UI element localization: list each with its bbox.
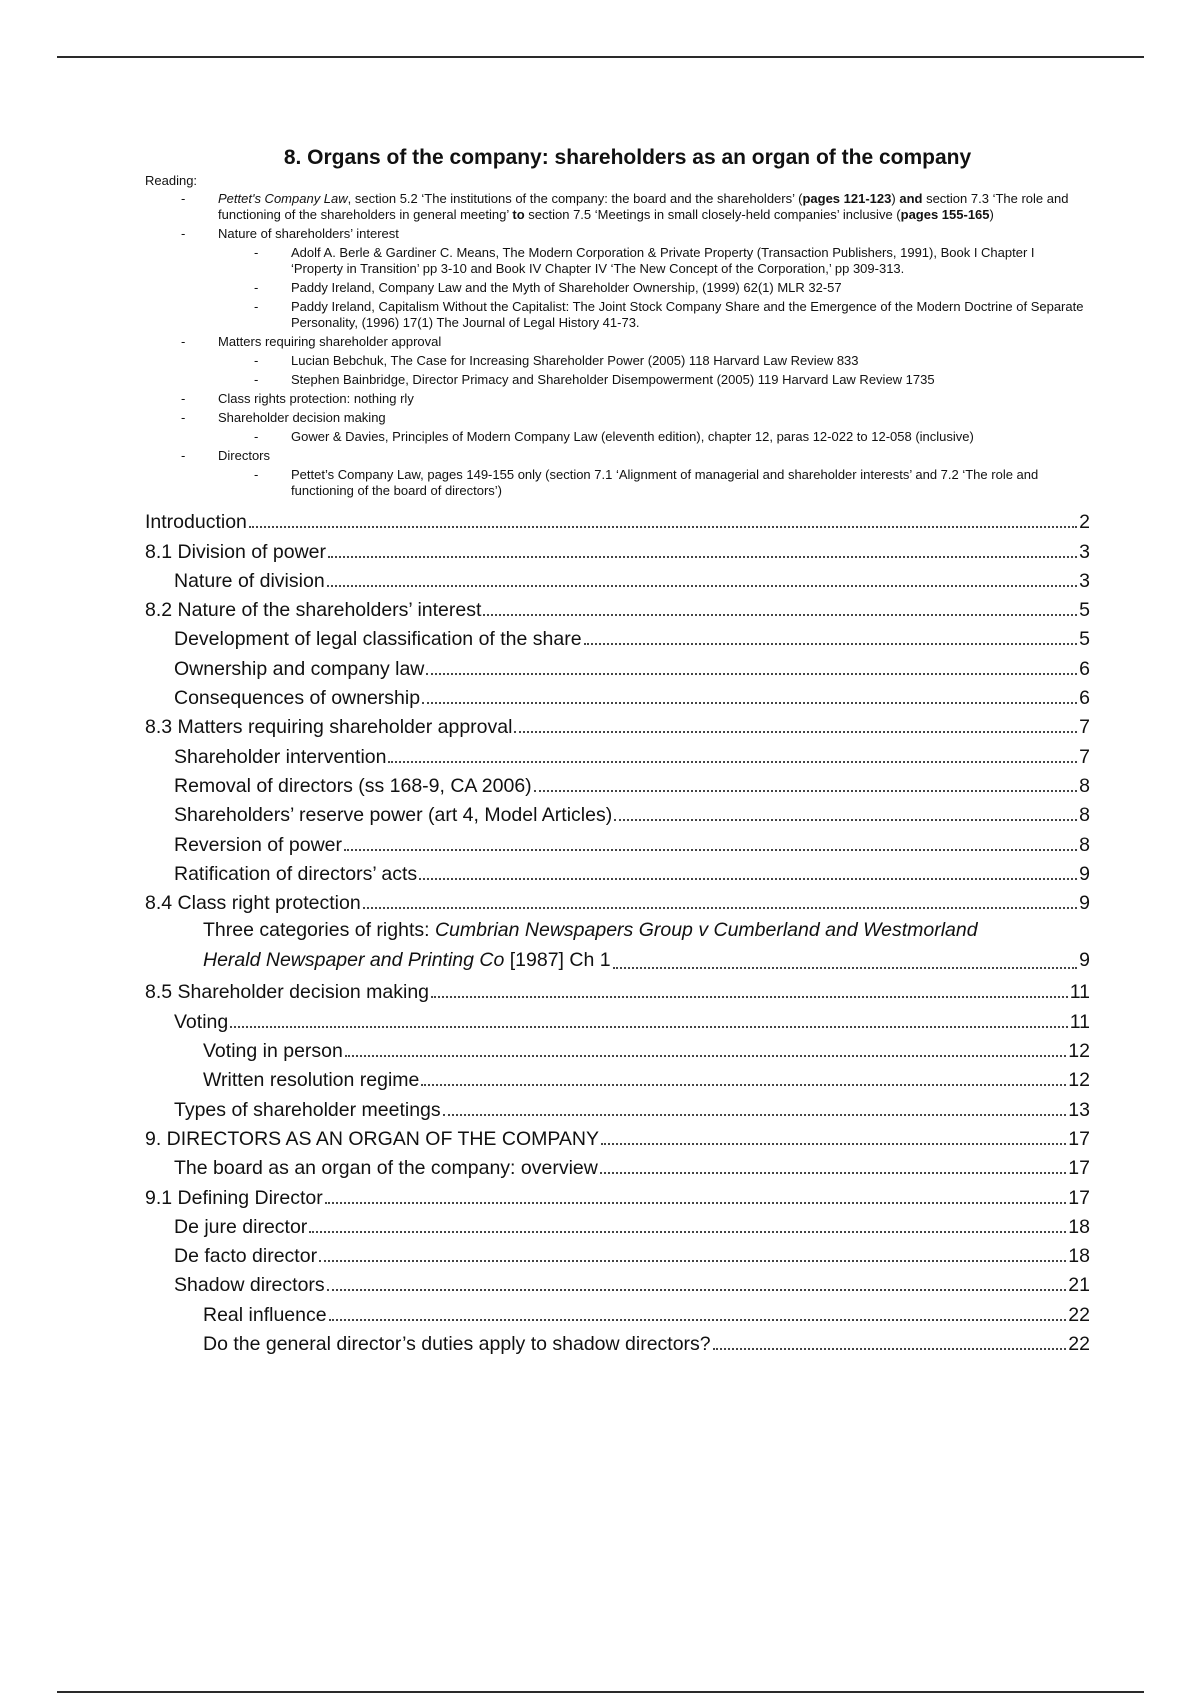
toc-entry[interactable]: Shadow directors 21 (174, 1274, 1090, 1297)
reading-subitem: - Pettet’s Company Law, pages 149-155 only (section 7.1 ‘Alignment of managerial and shareholder interests’ and 7.2 ‘The role and functioning of the board of directors’) (218, 467, 1090, 499)
reading-label: Reading: (145, 173, 198, 188)
toc-entry[interactable]: 9. DIRECTORS AS AN ORGAN OF THE COMPANY 17 (145, 1127, 1090, 1150)
document-page (145, 146, 1090, 1356)
toc-entry[interactable]: 8.3 Matters requiring shareholder approval 7 (145, 716, 1090, 739)
toc-entry[interactable]: Ratification of directors’ acts 9 (174, 862, 1090, 885)
page-title: 8. Organs of the company: shareholders as an organ of the company (283, 146, 972, 169)
reading-subitem: - Gower & Davies, Principles of Modern Company Law (eleventh edition), chapter 12, paras 12-022 to 12-058 (inclusive) (218, 429, 1090, 445)
toc-entry[interactable]: Reversion of power 8 (174, 833, 1090, 856)
toc-entry[interactable]: Development of legal classification of the share 5 (174, 628, 1090, 651)
table-of-contents (145, 505, 1090, 1356)
reading-subitem: - Adolf A. Berle & Gardiner C. Means, The Modern Corporation & Private Property (Transaction Publishers, 1991), Book I Chapter I ‘Property in Transition’ pp 3-10 and Book IV Chapter IV ‘The New Concept of the Corporation,’ pp 309-313. (218, 245, 1090, 277)
toc-entry[interactable]: 9.1 Defining Director 17 (145, 1186, 1090, 1209)
toc-entry[interactable]: The board as an organ of the company: overview 17 (174, 1157, 1090, 1180)
toc-entry[interactable]: Voting 11 (174, 1010, 1090, 1033)
reading-item-class-rights: - Class rights protection: nothing rly (145, 391, 1090, 407)
reading-item-pettet: - Pettet's Company Law, section 5.2 ‘The institutions of the company: the board and the shareholders’ (pages 121-123) and section 7.3 ‘The role and functioning of the shareholders in general meeting’ to section 7.5 ‘Meetings in small closely-held companies’ inclusive (pages 155-165) (145, 191, 1090, 223)
toc-entry[interactable]: 8.2 Nature of the shareholders’ interest 5 (145, 599, 1090, 622)
toc-entry[interactable]: Types of shareholder meetings 13 (174, 1098, 1090, 1121)
toc-entry[interactable]: Voting in person 12 (203, 1040, 1090, 1063)
toc-entry[interactable]: De jure director 18 (174, 1215, 1090, 1238)
toc-entry[interactable]: Three categories of rights: Cumbrian Newspapers Group v Cumberland and Westmorland Herald Newspaper and Printing Co [1987] Ch 1 9 (203, 919, 1090, 972)
reading-item-matters: - Matters requiring shareholder approval - Lucian Bebchuk, The Case for Increasing Shareholder Power (2005) 118 Harvard Law Review 833 - Stephen Bainbridge, Director Primacy and Shareholder Disempowerment (2005) 119 Harvard Law Review 1735 (145, 334, 1090, 388)
reading-item-nature: - Nature of shareholders’ interest - Adolf A. Berle & Gardiner C. Means, The Modern Corporation & Private Property (Transaction Publishers, 1991), Book I Chapter I ‘Property in Transition’ pp 3-10 and Book IV Chapter IV ‘The New Concept of the Corporation,’ pp 309-313. - Paddy Ireland, Company Law and the Myth of Shareholder Ownership, (1999) 62(1) MLR 32-57 - Paddy Ireland, Capitalism Without the Capitalist: The Joint Stock Company Share and the Emergence of the Modern Doctrine of Separate Personality, (1996) 17(1) The Journal of Legal History 41-73. (145, 226, 1090, 331)
toc-entry[interactable]: De facto director 18 (174, 1245, 1090, 1268)
toc-entry[interactable]: Shareholders’ reserve power (art 4, Model Articles) 8 (174, 804, 1090, 827)
reading-list (145, 191, 1090, 499)
toc-entry[interactable]: 8.5 Shareholder decision making 11 (145, 981, 1090, 1004)
toc-entry[interactable]: Do the general director’s duties apply to shadow directors? 22 (203, 1333, 1090, 1356)
toc-entry[interactable]: Written resolution regime 12 (203, 1069, 1090, 1092)
toc-entry[interactable]: Real influence 22 (203, 1303, 1090, 1326)
toc-entry[interactable]: Shareholder intervention 7 (174, 745, 1090, 768)
reading-subitem: - Lucian Bebchuk, The Case for Increasing Shareholder Power (2005) 118 Harvard Law Review 833 (218, 353, 1090, 369)
reading-item-decision: - Shareholder decision making - Gower & Davies, Principles of Modern Company Law (eleventh edition), chapter 12, paras 12-022 to 12-058 (inclusive) (145, 410, 1090, 445)
toc-entry[interactable]: Consequences of ownership 6 (174, 687, 1090, 710)
reading-subitem: - Stephen Bainbridge, Director Primacy and Shareholder Disempowerment (2005) 119 Harvard Law Review 1735 (218, 372, 1090, 388)
toc-entry[interactable]: 8.1 Division of power 3 (145, 540, 1090, 563)
toc-entry[interactable]: Ownership and company law 6 (174, 657, 1090, 680)
reading-subitem: - Paddy Ireland, Capitalism Without the Capitalist: The Joint Stock Company Share and the Emergence of the Modern Doctrine of Separate Personality, (1996) 17(1) The Journal of Legal History 41-73. (218, 299, 1090, 331)
reading-item-directors: - Directors - Pettet’s Company Law, pages 149-155 only (section 7.1 ‘Alignment of managerial and shareholder interests’ and 7.2 ‘The role and functioning of the board of directors’) (145, 448, 1090, 499)
toc-entry[interactable]: 8.4 Class right protection 9 (145, 892, 1090, 915)
reading-subitem: - Paddy Ireland, Company Law and the Myth of Shareholder Ownership, (1999) 62(1) MLR 32-57 (218, 280, 1090, 296)
toc-entry[interactable]: Introduction 2 (145, 511, 1090, 534)
bottom-rule (57, 1691, 1144, 1693)
toc-entry[interactable]: Removal of directors (ss 168-9, CA 2006) 8 (174, 774, 1090, 797)
toc-entry[interactable]: Nature of division 3 (174, 569, 1090, 592)
top-rule (57, 56, 1144, 58)
